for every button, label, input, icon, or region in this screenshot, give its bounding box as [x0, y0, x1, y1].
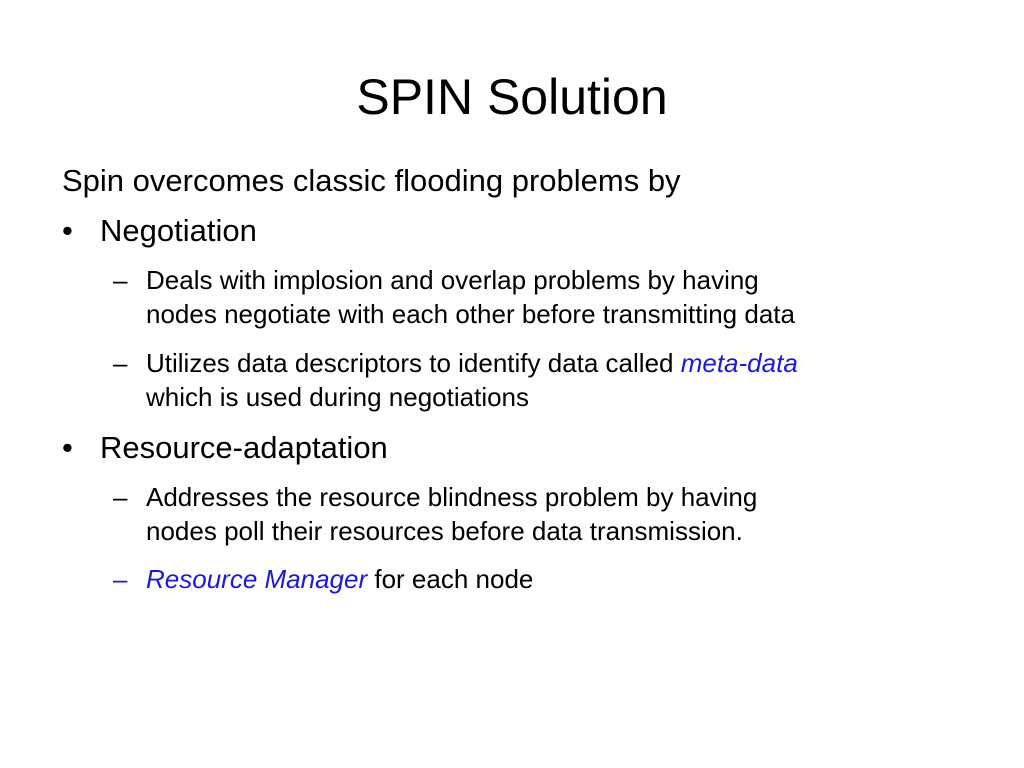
slide-title: SPIN Solution — [356, 69, 668, 125]
sub-bullet-resource-blindness — [113, 480, 973, 548]
sub-bullet-line: nodes negotiate with each other before transmitting data — [146, 299, 795, 329]
sub-bullet-dash: – — [113, 348, 128, 378]
sub-bullet-meta-data — [113, 346, 973, 414]
sub-bullet-resource-manager — [113, 562, 973, 596]
bullet-label: Negotiation — [100, 213, 257, 248]
sub-bullet-text: Utilizes data descriptors to identify data called — [146, 348, 681, 378]
intro-text: Spin overcomes classic flooding problems by — [62, 163, 681, 198]
sub-bullet-line: Deals with implosion and overlap problems by having — [146, 265, 759, 295]
sub-bullet-dash: – — [113, 482, 128, 512]
resource-manager-emphasis: Resource Manager — [146, 564, 368, 594]
bullet-resource-adaptation — [62, 427, 388, 469]
sub-bullet-dash: – — [113, 564, 128, 594]
sub-bullet-text: for each node — [367, 564, 534, 594]
bullet-marker: • — [62, 430, 73, 465]
meta-data-emphasis: meta-data — [680, 348, 798, 378]
sub-bullet-implosion — [113, 263, 973, 331]
sub-bullet-line — [146, 346, 973, 380]
bullet-negotiation — [62, 210, 257, 252]
sub-bullet-line: Addresses the resource blindness problem by having — [146, 482, 758, 512]
bullet-marker: • — [62, 213, 73, 248]
bullet-label: Resource-adaptation — [100, 430, 388, 465]
sub-bullet-line: nodes poll their resources before data transmission. — [146, 516, 743, 546]
sub-bullet-line — [146, 562, 973, 596]
sub-bullet-line: which is used during negotiations — [146, 382, 530, 412]
sub-bullet-dash: – — [113, 265, 128, 295]
